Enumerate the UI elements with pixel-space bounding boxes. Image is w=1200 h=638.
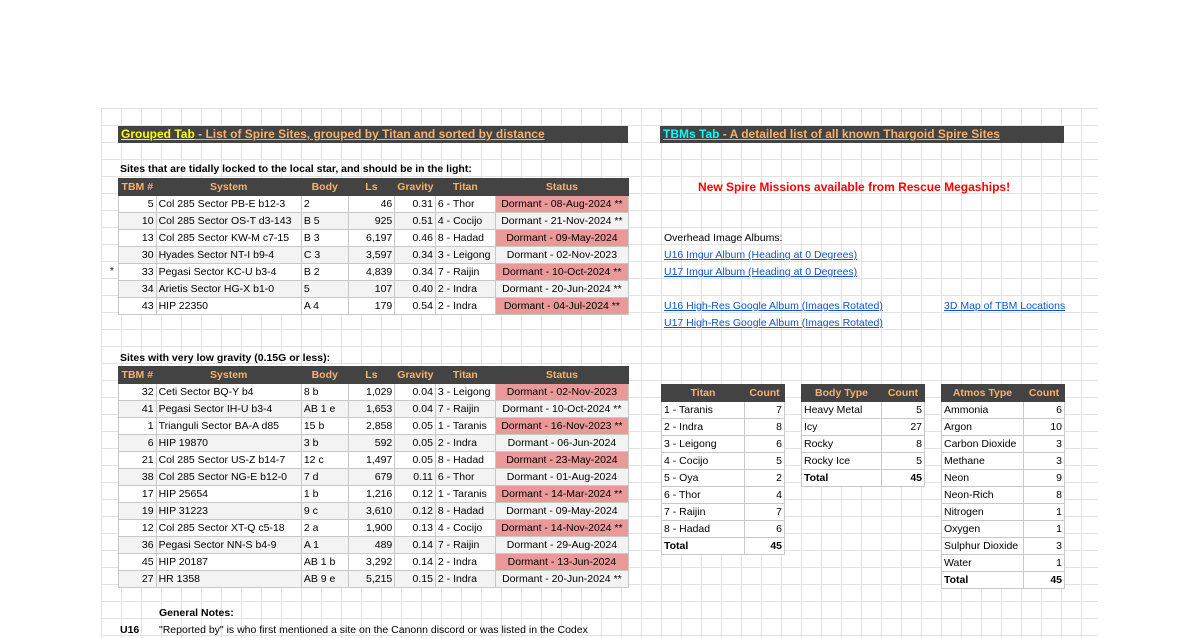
atmos-table-header [942,385,1065,402]
table-row[interactable] [119,486,629,503]
general-notes-heading: General Notes: [159,607,234,619]
cell-titan[interactable]: 3 - Leigong [435,247,495,264]
cell-ls[interactable]: 3,292 [348,554,395,571]
cell-tbm[interactable]: 21 [119,452,157,469]
map-link[interactable]: 3D Map of TBM Locations [944,300,1066,312]
cell-count[interactable]: 7 [745,402,785,419]
cell-gravity[interactable]: 0.04 [395,401,436,418]
col-header-system[interactable]: System [156,367,301,384]
cell-ls[interactable]: 592 [348,435,395,452]
cell-atmos-type[interactable]: Nitrogen [942,504,1024,521]
cell-gravity[interactable]: 0.05 [395,435,436,452]
cell-body[interactable]: A 4 [301,298,348,315]
cell-titan[interactable]: 8 - Hadad [435,230,495,247]
cell-atmos-type[interactable]: Carbon Dioxide [942,436,1024,453]
col-header-titan[interactable]: Titan [435,179,495,196]
cell-status[interactable]: Dormant - 14-Mar-2024 ** [495,486,628,503]
titan-table-header [662,385,785,402]
cell-system[interactable]: Trianguli Sector BA-A d85 [156,418,301,435]
tbms-tab-banner[interactable] [660,126,1064,143]
cell-body[interactable]: 2 a [301,520,348,537]
table-row[interactable] [662,402,785,419]
cell-count[interactable]: 6 [1024,402,1065,419]
cell-status[interactable]: Dormant - 08-Aug-2024 ** [495,196,628,213]
col-header-ls[interactable]: Ls [348,367,395,384]
cell-system[interactable]: Col 285 Sector PB-E b12-3 [156,196,301,213]
cell-ls[interactable]: 46 [348,196,395,213]
cell-count[interactable]: 5 [882,402,925,419]
table-row[interactable] [119,452,629,469]
cell-total-label[interactable]: Total [802,470,882,487]
cell-atmos-type[interactable]: Neon-Rich [942,487,1024,504]
col-header-ls[interactable]: Ls [348,179,395,196]
cell-tbm[interactable]: 19 [119,503,157,520]
cell-body[interactable]: AB 1 b [301,554,348,571]
col-header-tbm[interactable]: TBM # [119,367,157,384]
cell-gravity[interactable]: 0.14 [395,537,436,554]
table-row[interactable] [119,264,629,281]
cell-ls[interactable]: 1,029 [348,384,395,401]
atmos-type-count-table [941,384,1065,589]
table-row[interactable] [802,402,925,419]
cell-titan[interactable]: 8 - Hadad [662,521,745,538]
cell-body[interactable]: 3 b [301,435,348,452]
cell-status[interactable]: Dormant - 02-Nov-2023 [495,384,628,401]
cell-count[interactable]: 3 [1024,436,1065,453]
cell-count[interactable]: 4 [745,487,785,504]
cell-system[interactable]: Hyades Sector NT-I b9-4 [156,247,301,264]
lowgrav-table-header [119,367,629,384]
cell-tbm[interactable]: 17 [119,486,157,503]
cell-status[interactable]: Dormant - 16-Nov-2023 ** [495,418,628,435]
cell-titan[interactable]: 3 - Leigong [662,436,745,453]
table-row[interactable] [119,247,629,264]
cell-system[interactable]: HIP 25654 [156,486,301,503]
col-header-titan[interactable]: Titan [435,367,495,384]
cell-system[interactable]: HR 1358 [156,571,301,588]
cell-body[interactable]: AB 1 e [301,401,348,418]
cell-system[interactable]: Pegasi Sector KC-U b3-4 [156,264,301,281]
cell-status[interactable]: Dormant - 01-Aug-2024 [495,469,628,486]
cell-atmos-type[interactable]: Methane [942,453,1024,470]
grouped-tab-banner[interactable] [118,126,628,143]
cell-status[interactable]: Dormant - 20-Jun-2024 ** [495,571,628,588]
cell-status[interactable]: Dormant - 02-Nov-2023 [495,247,628,264]
cell-system[interactable]: Arietis Sector HG-X b1-0 [156,281,301,298]
table-total-row[interactable] [802,470,925,487]
table-row[interactable] [942,555,1065,572]
cell-tbm[interactable]: 30 [119,247,157,264]
grouped-tab-link[interactable]: Grouped Tab [121,127,195,141]
cell-gravity[interactable]: 0.11 [395,469,436,486]
table-row[interactable] [662,419,785,436]
cell-body[interactable]: 2 [301,196,348,213]
cell-count[interactable]: 5 [745,453,785,470]
cell-gravity[interactable]: 0.12 [395,486,436,503]
table-row[interactable] [942,470,1065,487]
cell-system[interactable]: Ceti Sector BQ-Y b4 [156,384,301,401]
cell-gravity[interactable]: 0.51 [395,213,436,230]
cell-tbm[interactable]: 45 [119,554,157,571]
cell-status[interactable]: Dormant - 20-Jun-2024 ** [495,281,628,298]
cell-titan[interactable]: 3 - Leigong [435,384,495,401]
cell-body[interactable]: B 2 [301,264,348,281]
cell-body[interactable]: 8 b [301,384,348,401]
tbms-tab-link[interactable]: TBMs Tab [663,127,720,141]
table-row[interactable] [662,453,785,470]
cell-system[interactable]: Pegasi Sector IH-U b3-4 [156,401,301,418]
cell-ls[interactable]: 3,597 [348,247,395,264]
cell-status[interactable]: Dormant - 04-Jul-2024 ** [495,298,628,315]
cell-titan[interactable]: 4 - Cocijo [662,453,745,470]
tidal-table-header [119,179,629,196]
cell-titan[interactable]: 2 - Indra [662,419,745,436]
cell-tbm[interactable]: 43 [119,298,157,315]
cell-gravity[interactable]: 0.04 [395,384,436,401]
cell-body-type[interactable]: Heavy Metal [802,402,882,419]
cell-count[interactable]: 1 [1024,521,1065,538]
cell-system[interactable]: Col 285 Sector US-Z b14-7 [156,452,301,469]
cell-status[interactable]: Dormant - 10-Oct-2024 ** [495,264,628,281]
cell-titan[interactable]: 4 - Cocijo [435,213,495,230]
u16-google-album-link[interactable]: U16 High-Res Google Album (Images Rotated) [664,300,883,312]
cell-titan[interactable]: 2 - Indra [435,298,495,315]
cell-status[interactable]: Dormant - 21-Nov-2024 ** [495,213,628,230]
cell-system[interactable]: HIP 20187 [156,554,301,571]
table-row[interactable] [942,402,1065,419]
cell-status[interactable]: Dormant - 10-Oct-2024 ** [495,401,628,418]
col-header-body[interactable]: Body [301,179,348,196]
table-row[interactable] [942,436,1065,453]
table-row[interactable] [802,436,925,453]
cell-tbm[interactable]: 41 [119,401,157,418]
table-row[interactable] [119,298,629,315]
cell-count[interactable]: 8 [882,436,925,453]
table-total-row[interactable] [942,572,1065,589]
cell-system[interactable]: Col 285 Sector NG-E b12-0 [156,469,301,486]
cell-tbm[interactable]: 34 [119,281,157,298]
cell-count[interactable]: 8 [1024,487,1065,504]
cell-gravity[interactable]: 0.34 [395,247,436,264]
cell-ls[interactable]: 1,497 [348,452,395,469]
cell-body[interactable]: 7 d [301,469,348,486]
cell-body[interactable]: C 3 [301,247,348,264]
cell-titan[interactable]: 2 - Indra [435,281,495,298]
cell-status[interactable]: Dormant - 23-May-2024 [495,452,628,469]
cell-titan[interactable]: 6 - Thor [662,487,745,504]
cell-status[interactable]: Dormant - 14-Nov-2024 ** [495,520,628,537]
cell-gravity[interactable]: 0.54 [395,298,436,315]
titan-count-table [661,384,785,555]
cell-tbm[interactable]: 13 [119,230,157,247]
cell-count[interactable]: 8 [745,419,785,436]
cell-tbm[interactable]: 36 [119,537,157,554]
table-row[interactable] [119,230,629,247]
cell-body-type[interactable]: Rocky Ice [802,453,882,470]
cell-atmos-type[interactable]: Water [942,555,1024,572]
cell-tbm[interactable]: 38 [119,469,157,486]
cell-tbm[interactable]: 32 [119,384,157,401]
body-type-count-table [801,384,925,487]
cell-atmos-type[interactable]: Ammonia [942,402,1024,419]
cell-body-type[interactable]: Icy [802,419,882,436]
cell-ls[interactable]: 679 [348,469,395,486]
cell-status[interactable]: Dormant - 29-Aug-2024 [495,537,628,554]
cell-total-value[interactable]: 45 [882,470,925,487]
lowgrav-section-heading: Sites with very low gravity (0.15G or less): [120,352,331,364]
cell-tbm[interactable]: 10 [119,213,157,230]
cell-tbm[interactable]: 12 [119,520,157,537]
table-row[interactable] [942,504,1065,521]
col-header-titan[interactable]: Titan [662,385,745,402]
cell-ls[interactable]: 179 [348,298,395,315]
cell-titan[interactable]: 2 - Indra [435,554,495,571]
table-row[interactable] [942,453,1065,470]
table-row[interactable] [119,418,629,435]
cell-ls[interactable]: 1,900 [348,520,395,537]
cell-status[interactable]: Dormant - 09-May-2024 [495,503,628,520]
cell-titan[interactable]: 1 - Taranis [435,418,495,435]
table-row[interactable] [119,537,629,554]
cell-count[interactable]: 6 [745,521,785,538]
table-row[interactable] [662,504,785,521]
table-row[interactable] [119,520,629,537]
cell-count[interactable]: 3 [1024,538,1065,555]
cell-gravity[interactable]: 0.05 [395,452,436,469]
grouped-tab-description: - List of Spire Sites, grouped by Titan and sorted by distance [194,127,545,141]
cell-atmos-type[interactable]: Oxygen [942,521,1024,538]
cell-body[interactable]: 1 b [301,486,348,503]
cell-total-value[interactable]: 45 [745,538,785,555]
tidal-locked-table [118,178,629,315]
notes-tag: U16 [120,624,140,636]
table-row[interactable] [942,538,1065,555]
cell-atmos-type[interactable]: Neon [942,470,1024,487]
cell-gravity[interactable]: 0.34 [395,264,436,281]
cell-system[interactable]: HIP 31223 [156,503,301,520]
cell-titan[interactable]: 1 - Taranis [435,486,495,503]
cell-status[interactable]: Dormant - 06-Jun-2024 [495,435,628,452]
table-row[interactable] [942,521,1065,538]
col-header-tbm[interactable]: TBM # [119,179,157,196]
table-row[interactable] [119,503,629,520]
cell-titan[interactable]: 1 - Taranis [662,402,745,419]
tidal-section-heading: Sites that are tidally locked to the local star, and should be in the light: [120,163,472,175]
cell-system[interactable]: Col 285 Sector XT-Q c5-18 [156,520,301,537]
cell-status[interactable]: Dormant - 13-Jun-2024 [495,554,628,571]
cell-gravity[interactable]: 0.31 [395,196,436,213]
body-table-header [802,385,925,402]
cell-count[interactable]: 6 [745,436,785,453]
cell-body[interactable]: 5 [301,281,348,298]
table-row[interactable] [119,213,629,230]
notes-text: "Reported by" is who first mentioned a site on the Canonn discord or was listed in the Codex [159,624,588,636]
cell-ls[interactable]: 5,215 [348,571,395,588]
cell-ls[interactable]: 489 [348,537,395,554]
cell-status[interactable]: Dormant - 09-May-2024 [495,230,628,247]
col-header-gravity[interactable]: Gravity [395,367,436,384]
cell-total-label[interactable]: Total [942,572,1024,589]
col-header-body[interactable]: Body [301,367,348,384]
cell-gravity[interactable]: 0.46 [395,230,436,247]
cell-tbm[interactable]: 1 [119,418,157,435]
table-row[interactable] [119,469,629,486]
cell-total-value[interactable]: 45 [1024,572,1065,589]
cell-titan[interactable]: 6 - Thor [435,196,495,213]
col-header-system[interactable]: System [156,179,301,196]
cell-count[interactable]: 5 [882,453,925,470]
cell-titan[interactable]: 4 - Cocijo [435,520,495,537]
col-header-count[interactable]: Count [882,385,925,402]
col-header-gravity[interactable]: Gravity [395,179,436,196]
cell-body[interactable]: B 5 [301,213,348,230]
table-row[interactable] [119,571,629,588]
cell-gravity[interactable]: 0.40 [395,281,436,298]
cell-ls[interactable]: 107 [348,281,395,298]
u16-imgur-album-link[interactable]: U16 Imgur Album (Heading at 0 Degrees) [664,249,858,261]
cell-body-type[interactable]: Rocky [802,436,882,453]
cell-atmos-type[interactable]: Argon [942,419,1024,436]
cell-gravity[interactable]: 0.12 [395,503,436,520]
cell-body[interactable]: A 1 [301,537,348,554]
table-total-row[interactable] [662,538,785,555]
table-row[interactable] [942,419,1065,436]
cell-ls[interactable]: 4,839 [348,264,395,281]
cell-total-label[interactable]: Total [662,538,745,555]
tbms-tab-description: - A detailed list of all known Thargoid Spire Sites [719,127,1000,141]
cell-system[interactable]: Col 285 Sector OS-T d3-143 [156,213,301,230]
cell-ls[interactable]: 1,216 [348,486,395,503]
table-row[interactable] [942,487,1065,504]
table-row[interactable] [119,554,629,571]
table-row[interactable] [662,487,785,504]
cell-titan[interactable]: 2 - Indra [435,571,495,588]
table-row[interactable] [119,435,629,452]
cell-ls[interactable]: 6,197 [348,230,395,247]
col-header-status[interactable]: Status [495,179,628,196]
col-header-status[interactable]: Status [495,367,628,384]
cell-titan[interactable]: 7 - Raijin [435,401,495,418]
table-row[interactable] [119,196,629,213]
row-marker-asterisk: * [110,266,114,277]
cell-body[interactable]: 9 c [301,503,348,520]
col-header-atmos-type[interactable]: Atmos Type [942,385,1024,402]
spreadsheet-sheet[interactable] [101,108,1098,638]
cell-titan[interactable]: 7 - Raijin [435,264,495,281]
cell-system[interactable]: Col 285 Sector KW-M c7-15 [156,230,301,247]
table-row[interactable] [662,436,785,453]
cell-system[interactable]: HIP 22350 [156,298,301,315]
cell-ls[interactable]: 1,653 [348,401,395,418]
cell-body[interactable]: AB 9 e [301,571,348,588]
col-header-count[interactable]: Count [745,385,785,402]
cell-titan[interactable]: 8 - Hadad [435,452,495,469]
col-header-count[interactable]: Count [1024,385,1065,402]
cell-titan[interactable]: 8 - Hadad [435,503,495,520]
cell-system[interactable]: HIP 19870 [156,435,301,452]
u17-google-album-link[interactable]: U17 High-Res Google Album (Images Rotated) [664,317,883,329]
cell-tbm[interactable]: 6 [119,435,157,452]
cell-count[interactable]: 3 [1024,453,1065,470]
new-missions-alert: New Spire Missions available from Rescue Megaships! [698,180,1011,194]
cell-gravity[interactable]: 0.14 [395,554,436,571]
cell-titan[interactable]: 5 - Oya [662,470,745,487]
table-row[interactable] [662,470,785,487]
cell-titan[interactable]: 7 - Raijin [662,504,745,521]
cell-ls[interactable]: 925 [348,213,395,230]
cell-titan[interactable]: 7 - Raijin [435,537,495,554]
cell-tbm[interactable]: 33 [119,264,157,281]
table-row[interactable] [119,384,629,401]
u17-imgur-album-link[interactable]: U17 Imgur Album (Heading at 0 Degrees) [664,266,858,278]
cell-tbm[interactable]: 27 [119,571,157,588]
table-row[interactable] [119,401,629,418]
cell-count[interactable]: 1 [1024,555,1065,572]
cell-count[interactable]: 10 [1024,419,1065,436]
col-header-body-type[interactable]: Body Type [802,385,882,402]
cell-system[interactable]: Pegasi Sector NN-S b4-9 [156,537,301,554]
cell-body[interactable]: 12 c [301,452,348,469]
cell-ls[interactable]: 2,858 [348,418,395,435]
table-row[interactable] [802,419,925,436]
cell-count[interactable]: 2 [745,470,785,487]
cell-count[interactable]: 27 [882,419,925,436]
cell-atmos-type[interactable]: Sulphur Dioxide [942,538,1024,555]
cell-count[interactable]: 9 [1024,470,1065,487]
table-row[interactable] [662,521,785,538]
albums-label: Overhead Image Albums: [664,232,783,244]
low-gravity-table [118,366,629,588]
cell-tbm[interactable]: 5 [119,196,157,213]
cell-titan[interactable]: 6 - Thor [435,469,495,486]
cell-body[interactable]: B 3 [301,230,348,247]
cell-titan[interactable]: 2 - Indra [435,435,495,452]
cell-gravity[interactable]: 0.15 [395,571,436,588]
cell-gravity[interactable]: 0.13 [395,520,436,537]
cell-gravity[interactable]: 0.05 [395,418,436,435]
cell-count[interactable]: 1 [1024,504,1065,521]
table-row[interactable] [802,453,925,470]
cell-body[interactable]: 15 b [301,418,348,435]
table-row[interactable] [119,281,629,298]
cell-ls[interactable]: 3,610 [348,503,395,520]
cell-count[interactable]: 7 [745,504,785,521]
